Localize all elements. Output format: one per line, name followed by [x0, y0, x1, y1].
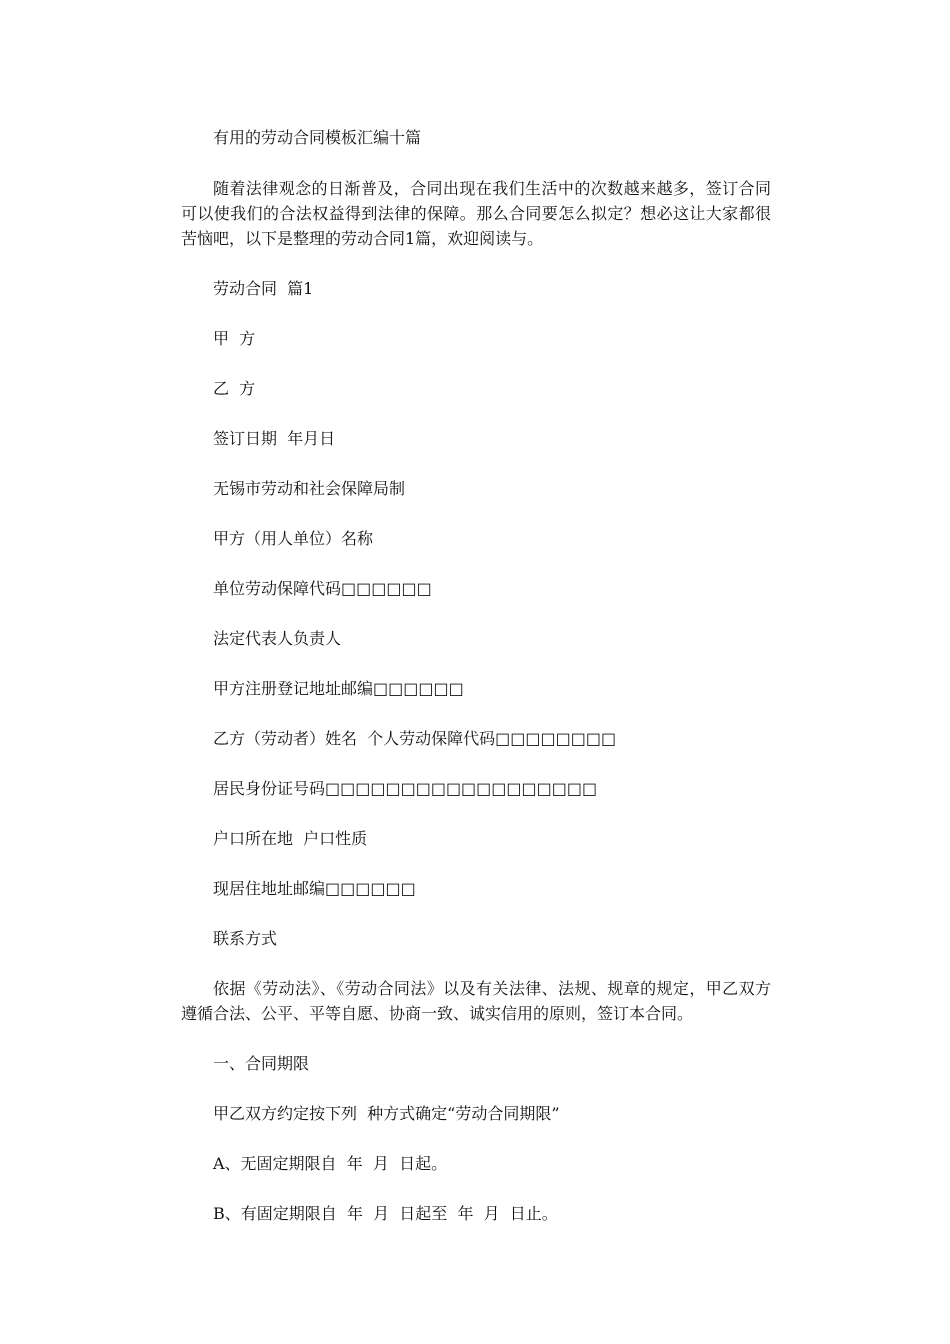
issuer-line: 无锡市劳动和社会保障局制	[213, 479, 406, 498]
term-option-a: A、无固定期限自 年 月 日起。	[213, 1154, 448, 1173]
employer-code-line: 单位劳动保障代码□□□□□□	[213, 579, 432, 598]
section-heading-term: 一、合同期限	[213, 1054, 310, 1073]
section-heading-contract-1: 劳动合同 篇1	[213, 279, 314, 298]
household-registration-line: 户口所在地 户口性质	[213, 829, 368, 848]
employee-name-line: 乙方（劳动者）姓名 个人劳动保障代码□□□□□□□□	[213, 729, 617, 748]
intro-paragraph: 随着法律观念的日渐普及，合同出现在我们生活中的次数越来越多，签订合同可以使我们的合法权益得到法律的保障。那么合同要怎么拟定？想必这让大家都很苦恼吧，以下是整理的劳动合同1篇，欢迎阅读与。	[181, 179, 771, 248]
term-option-b: B、有固定期限自 年 月 日起至 年 月 日止。	[213, 1204, 558, 1223]
legal-representative-line: 法定代表人负责人	[213, 629, 342, 648]
document-body	[181, 125, 771, 1251]
id-number-line: 居民身份证号码□□□□□□□□□□□□□□□□□□	[213, 779, 598, 798]
contact-line: 联系方式	[213, 929, 278, 948]
employer-name-line: 甲方（用人单位）名称	[213, 529, 374, 548]
legal-basis-paragraph: 依据《劳动法》、《劳动合同法》以及有关法律、法规、规章的规定，甲乙双方遵循合法、公平、平等自愿、协商一致、诚实信用的原则，签订本合同。	[181, 979, 771, 1023]
term-method-line: 甲乙双方约定按下列 种方式确定“劳动合同期限”	[213, 1104, 560, 1123]
employer-address-line: 甲方注册登记地址邮编□□□□□□	[213, 679, 464, 698]
party-a-line: 甲 方	[213, 329, 256, 348]
signing-date-line: 签订日期 年月日	[213, 429, 336, 448]
current-address-line: 现居住地址邮编□□□□□□	[213, 879, 416, 898]
party-b-line: 乙 方	[213, 379, 256, 398]
document-title: 有用的劳动合同模板汇编十篇	[213, 128, 422, 147]
